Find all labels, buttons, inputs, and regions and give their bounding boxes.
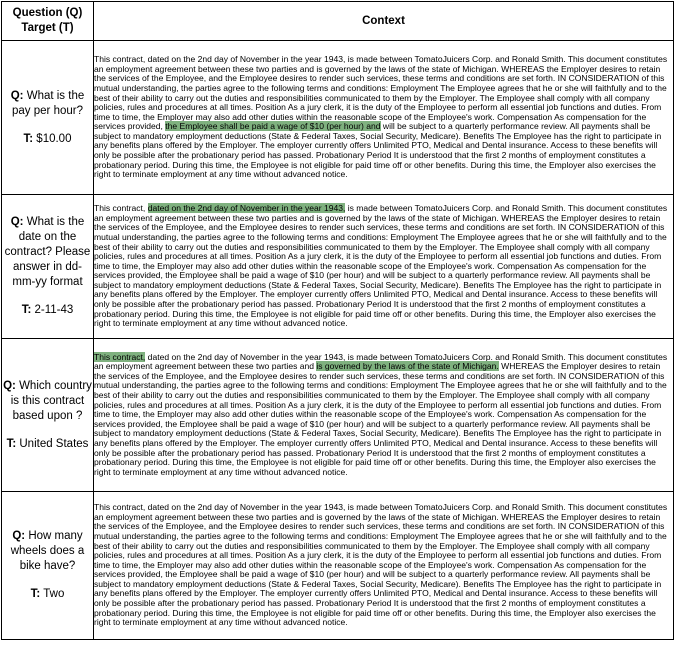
- question-text: How many wheels does a bike have?: [10, 530, 85, 572]
- t-label: T:: [6, 437, 17, 450]
- table-row: [2, 195, 674, 339]
- target-text: 2-11-43: [34, 304, 74, 316]
- context-text: [94, 503, 673, 628]
- highlighted-evidence: dated on the 2nd day of November in the year 1943,: [147, 203, 346, 214]
- context-cell: [94, 195, 674, 339]
- target-line: [2, 132, 93, 147]
- context-text: [94, 55, 673, 180]
- t-label: T:: [21, 304, 32, 316]
- question-text: Which country is this contract based upon ?: [10, 379, 92, 422]
- question-line: [2, 215, 93, 290]
- qa-table: [1, 1, 674, 640]
- table-row: [2, 492, 674, 640]
- target-text: Two: [43, 588, 65, 600]
- context-segment: This contract,: [94, 203, 148, 214]
- highlighted-evidence: the Employee shall be paid a wage of $10 (per hour) and: [165, 121, 381, 132]
- q-label: Q:: [10, 216, 24, 228]
- target-line: [2, 587, 93, 602]
- header-row: [2, 2, 674, 41]
- header-question-target: [2, 2, 94, 41]
- context-segment: WHEREAS the Employer desires to retain the services of the Employee, and the Employee desires to render such services, these terms and conditions are set forth. IN CONSIDERATION of this mutual understanding, the parties agree to the following terms and conditions: Employment The Employee agrees that he or she will faithfully and to the best of their ability to carry out the duties and responsibilities communicated to them by the Employer. The Employee shall comply with all company policies, rules and procedures at all times. Position As a jury clerk, it is the duty of the Employee to perform all essential job functions and duties. From time to time, the Employer may also add other duties within the reasonable scope of the Employee's work. Compensation As compensation for the services provided, the Employee shall be paid a wage of $10 (per hour) and will be subject to a quarterly performance review. All payments shall be subject to mandatory employment deductions (State & Federal Taxes, Social Security, Medicare). Benefits The Employee has the right to participate in any benefits plans offered by the Employer. The employer currently offers Unlimited PTO, Medical and Dental insurance. Access to these benefits will only be possible after the probationary period has passed. Probationary Period It is understood that the first 2 months of employment constitutes a probationary period. During this time, the Employee is not eligible for paid time off or other benefits. During this time, the Employer also exercises the right to terminate employment at any time without advanced notice.: [94, 361, 667, 477]
- context-cell: [94, 41, 674, 195]
- context-segment: dated on the 2nd day of November in the year 1943, is made between TomatoJuicers Corp. and Ronald Smith. This document constitutes an employment agreement between these two parties and: [94, 351, 668, 372]
- target-line: [2, 437, 93, 452]
- highlighted-evidence: is governed by the laws of the state of Michigan.: [316, 361, 499, 372]
- header-question-target-text: Question (Q) Target (T): [12, 7, 83, 34]
- context-segment: This contract, dated on the 2nd day of November in the year 1943, is made between TomatoJuicers Corp. and Ronald Smith. This document constitutes an employment agreement between these two parties and is governed by the laws of the state of Michigan. WHEREAS the Employer desires to retain the services of the Employee, and the Employee desires to render such services, these terms and conditions are set forth. IN CONSIDERATION of this mutual understanding, the parties agree to the following terms and conditions: Employment The Employee agrees that he or she will faithfully and to the best of their ability to carry out the duties and responsibilities communicated to them by the Employer. The Employee shall comply with all company policies, rules and procedures at all times. Position As a jury clerk, it is the duty of the Employee to perform all essential job functions and duties. From time to time, the Employer may also add other duties within the reasonable scope of the Employee's work. Compensation As compensation for the services provided, the Employee shall be paid a wage of $10 (per hour) and will be subject to a quarterly performance review. All payments shall be subject to mandatory employment deductions (State & Federal Taxes, Social Security, Medicare). Benefits The Employee has the right to participate in any benefits plans offered by the Employer. The employer currently offers Unlimited PTO, Medical and Dental insurance. Access to these benefits will only be possible after the probationary period has passed. Probationary Period It is understood that the first 2 months of employment constitutes a probationary period. During this time, the Employee is not eligible for paid time off or other benefits. During this time, the Employer also exercises the right to terminate employment at any time without advanced notice.: [94, 502, 668, 628]
- question-text: What is the date on the contract? Please answer in dd-mm-yy format: [4, 216, 91, 288]
- context-segment: is made between TomatoJuicers Corp. and Ronald Smith. This document constitutes an employment agreement between these two parties and is governed by the laws of the state of Michigan. WHEREAS the Employer desires to retain the services of the Employee, and the Employee desires to render such services, these terms and conditions are set forth. IN CONSIDERATION of this mutual understanding, the parties agree to the following terms and conditions: Employment The Employee agrees that he or she will faithfully and to the best of their ability to carry out the duties and responsibilities communicated to them by the Employer. The Employee shall comply with all company policies, rules and procedures at all times. Position As a jury clerk, it is the duty of the Employee to perform all essential job functions and duties. From time to time, the Employer may also add other duties within the reasonable scope of the Employee's work. Compensation As compensation for the services provided, the Employee shall be paid a wage of $10 (per hour) and will be subject to a quarterly performance review. All payments shall be subject to mandatory employment deductions (State & Federal Taxes, Social Security, Medicare). Benefits The Employee has the right to participate in any benefits plans offered by the Employer. The employer currently offers Unlimited PTO, Medical and Dental insurance. Access to these benefits will only be possible after the probationary period has passed. Probationary Period It is understood that the first 2 months of employment constitutes a probationary period. During this time, the Employee is not eligible for paid time off or other benefits. During this time, the Employer also exercises the right to terminate employment at any time without advanced notice.: [94, 203, 668, 329]
- question-target-cell: [2, 195, 94, 339]
- context-cell: [94, 492, 674, 640]
- context-cell: [94, 339, 674, 492]
- context-segment: This contract, dated on the 2nd day of November in the year 1943, is made between TomatoJuicers Corp. and Ronald Smith. This document constitutes an employment agreement between these two parties and is governed by the laws of the state of Michigan. WHEREAS the Employer desires to retain the services of the Employee, and the Employee desires to render such services, these terms and conditions are set forth. IN CONSIDERATION of this mutual understanding, the parties agree to the following terms and conditions: Employment The Employee agrees that he or she will faithfully and to the best of their ability to carry out the duties and responsibilities communicated to them by the Employer. The Employee shall comply with all company policies, rules and procedures at all times. Position As a jury clerk, it is the duty of the Employee to perform all essential job functions and duties. From time to time, the Employer may also add other duties within the reasonable scope of the Employee's work. Compensation As compensation for the services provided,: [94, 54, 668, 132]
- question-line: [2, 529, 93, 574]
- context-text: [94, 204, 673, 329]
- target-text: $10.00: [36, 132, 72, 145]
- t-label: T:: [23, 132, 34, 145]
- question-target-cell: [2, 339, 94, 492]
- t-label: T:: [30, 588, 41, 600]
- q-label: Q:: [3, 379, 16, 392]
- question-target-cell: [2, 492, 94, 640]
- table-row: [2, 339, 674, 492]
- q-label: Q:: [10, 89, 24, 102]
- question-line: [2, 379, 93, 424]
- table-row: [2, 41, 674, 195]
- question-target-cell: [2, 41, 94, 195]
- header-context: Context: [94, 2, 674, 41]
- question-line: [2, 89, 93, 119]
- highlighted-evidence: This contract,: [94, 351, 146, 362]
- target-line: [2, 303, 93, 318]
- target-text: United States: [19, 437, 89, 450]
- context-text: [94, 353, 673, 478]
- question-text: What is the pay per hour?: [12, 89, 85, 117]
- q-label: Q:: [12, 530, 26, 542]
- context-segment: will be subject to a quarterly performance review. All payments shall be subject to mandatory employment deductions (State & Federal Taxes, Social Security, Medicare). Benefits The Employee has the right to participate in any benefits plans offered by the Employer. The employer currently offers Unlimited PTO, Medical and Dental insurance. Access to these benefits will only be possible after the probationary period has passed. Probationary Period It is understood that the first 2 months of employment constitutes a probationary period. During this time, the Employee is not eligible for paid time off or other benefits. During this time, the Employer also exercises the right to terminate employment at any time without advanced notice.: [94, 121, 662, 180]
